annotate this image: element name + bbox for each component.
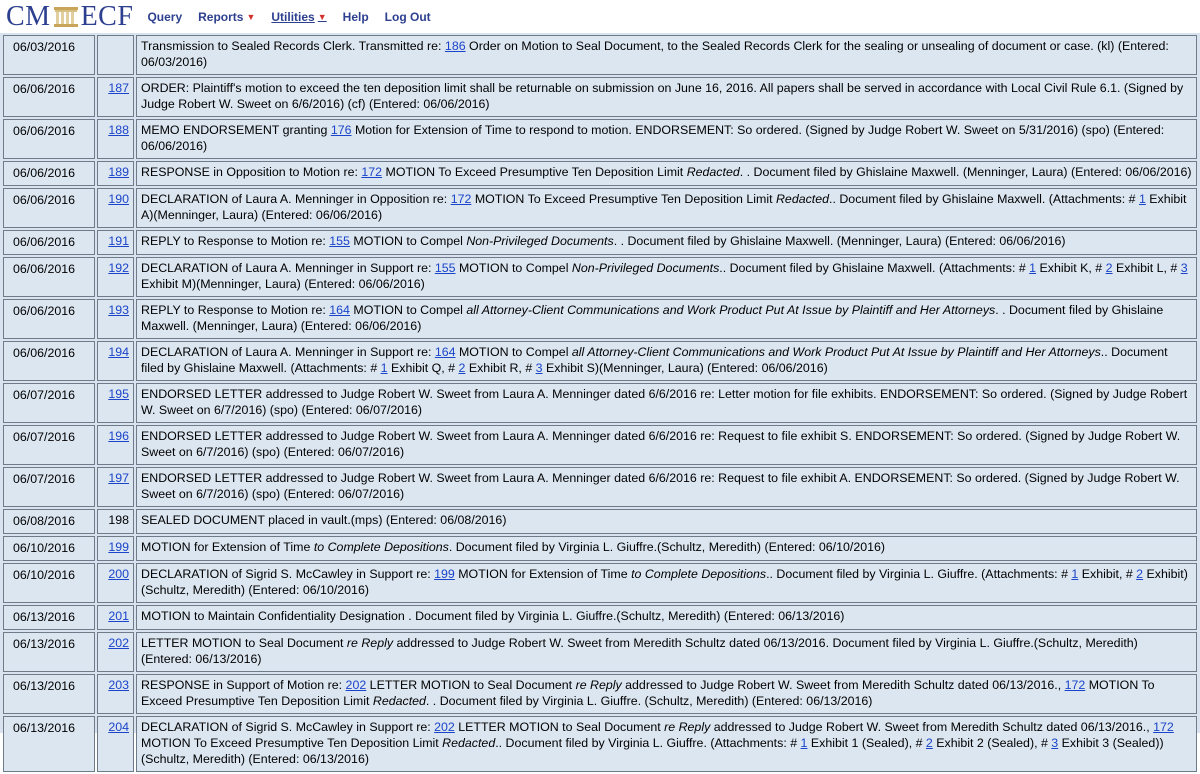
docket-text-segment: ENDORSED LETTER addressed to Judge Robert W. Sweet from Laura A. Menninger dated 6/6/2016 re: Letter motion for file exhibits. ENDORSEMENT: So ordered. (Signed by Judge Robert W. Sweet on 6/7/2016) (spo) (Entered: 06/07/2016) [141,387,1188,417]
document-link[interactable]: 1 [800,736,808,750]
document-link[interactable]: 202 [434,720,455,734]
docket-text-segment: Exhibit A)(Menninger, Laura) (Entered: 06/06/2016) [141,192,1187,222]
docket-text-segment: MOTION To Exceed Presumptive Ten Deposition Limit [382,165,687,179]
document-link[interactable]: 3 [1180,261,1188,275]
docket-text [136,605,1197,630]
docket-number-cell [97,605,134,630]
docket-number-cell [97,674,134,714]
docket-text [136,563,1197,603]
docket-text [136,716,1197,772]
docket-number: 198 [108,513,129,527]
docket-row [3,563,1197,603]
docket-row [3,119,1197,159]
docket-text [136,509,1197,534]
menu-label: Reports [198,9,244,24]
docket-number-link[interactable]: 192 [108,261,129,275]
docket-date: 06/13/2016 [3,674,95,714]
docket-text [136,536,1197,561]
italic-text: Redacted [372,694,426,708]
docket-row [3,536,1197,561]
docket-row [3,299,1197,339]
menu-label: Log Out [384,9,431,24]
docket-text-segment: RESPONSE in Support of Motion re: [141,678,346,692]
docket-text [136,674,1197,714]
docket-text [136,425,1197,465]
document-link[interactable]: 186 [444,39,466,53]
docket-text-segment: MOTION to Compel [349,234,467,248]
docket-text-segment: MOTION to Compel [455,345,572,359]
docket-number-link[interactable]: 202 [108,636,129,650]
docket-text-segment: MEMO ENDORSEMENT granting [141,123,331,137]
courthouse-icon [53,5,79,29]
docket-text-segment: .. Document filed by Virginia L. Giuffre. (Attachments: # [766,567,1072,581]
docket-text-segment: MOTION for Extension of Time [141,540,314,554]
docket-row [3,605,1197,630]
italic-text: all Attorney-Client Communications and Work Product Put At Issue by Plaintiff and Her Attorneys [466,303,996,317]
docket-number-link[interactable]: 189 [108,165,129,179]
docket-number-link[interactable]: 203 [108,678,129,692]
docket-date: 06/13/2016 [3,605,95,630]
docket-text-segment: Transmission to Sealed Records Clerk. Transmitted re: [141,39,445,53]
docket-text-segment: MOTION To Exceed Presumptive Ten Deposition Limit [471,192,776,206]
docket-text [136,161,1197,186]
document-link[interactable]: 202 [345,678,367,692]
docket-number-link[interactable]: 187 [108,81,129,95]
docket-row [3,716,1197,772]
document-link[interactable]: 199 [434,567,455,581]
menu-query[interactable] [147,10,182,24]
docket-text-segment: DECLARATION of Laura A. Menninger in Support re: [141,261,435,275]
docket-text-segment: Exhibit S)(Menninger, Laura) (Entered: 06/06/2016) [542,361,828,375]
italic-text: Redacted [775,192,830,206]
docket-date: 06/06/2016 [3,341,95,381]
docket-text [136,35,1197,75]
docket-text [136,230,1197,255]
docket-text-segment: Exhibit 3 (Sealed))(Schultz, Meredith) (Entered: 06/13/2016) [141,736,1164,766]
docket-number-link[interactable]: 204 [108,720,129,734]
document-link[interactable]: 2 [1136,567,1144,581]
menu-label: Utilities [271,9,315,24]
docket-number-link[interactable]: 199 [108,540,129,554]
document-link[interactable]: 176 [330,123,352,137]
docket-date: 06/06/2016 [3,161,95,186]
docket-text-segment: Exhibit 1 (Sealed), # [807,736,926,750]
docket-text [136,119,1197,159]
docket-number-link[interactable]: 193 [108,303,129,317]
document-link[interactable]: 2 [1105,261,1113,275]
docket-text-segment: addressed to Judge Robert W. Sweet from Meredith Schultz dated 06/13/2016., [710,720,1154,734]
italic-text: all Attorney-Client Communications and Work Product Put At Issue by Plaintiff and Her Attorneys [571,345,1101,359]
docket-row [3,509,1197,534]
docket-text-segment: MOTION to Maintain Confidentiality Designation . Document filed by Virginia L. Giuffre.(Schultz, Meredith) (Entered: 06/13/2016) [141,609,845,623]
docket-text-segment: . . Document filed by Ghislaine Maxwell. (Menninger, Laura) (Entered: 06/06/2016) [739,165,1192,179]
docket-text-segment: DECLARATION of Laura A. Menninger in Support re: [141,345,435,359]
logo-text-left: CM [6,0,51,32]
docket-text-segment: .. Document filed by Ghislaine Maxwell. (Attachments: # [829,192,1139,206]
docket-number-link[interactable]: 194 [108,345,129,359]
docket-text-segment: .. Document filed by Ghislaine Maxwell. (Attachments: # [719,261,1030,275]
document-link[interactable]: 172 [450,192,472,206]
docket-date: 06/06/2016 [3,299,95,339]
main-menu [147,10,446,24]
docket-date: 06/06/2016 [3,230,95,255]
italic-text: to Complete Depositions [631,567,767,581]
docket-number-link[interactable]: 195 [108,387,129,401]
docket-text-segment: ORDER: Plaintiff's motion to exceed the ten deposition limit shall be returnable on submission on June 16, 2016. All papers shall be served in accordance with Local Civil Rule 6.1. (Signed by Judge Robert W. Sweet on 6/6/2016) (cf) (Entered: 06/06/2016) [141,81,1184,111]
docket-date: 06/06/2016 [3,257,95,297]
docket-row [3,425,1197,465]
document-link[interactable]: 172 [1153,720,1174,734]
docket-text-segment: REPLY to Response to Motion re: [141,303,330,317]
docket-text-segment: Exhibit R, # [465,361,536,375]
italic-text: Non-Privileged Documents [466,234,614,248]
document-link[interactable]: 1 [1029,261,1037,275]
docket-number-cell [97,509,134,534]
docket-number-cell [97,35,134,75]
italic-text: re Reply [575,678,622,692]
docket-number-link[interactable]: 201 [108,609,129,623]
menu-log-out[interactable] [385,10,431,24]
italic-text: re Reply [664,720,711,734]
document-link[interactable]: 164 [329,303,350,317]
docket-number-cell [97,341,134,381]
document-link[interactable]: 1 [380,361,388,375]
docket-date: 06/06/2016 [3,77,95,117]
docket-number-cell [97,188,134,228]
menu-label: Help [342,9,369,24]
docket-date: 06/07/2016 [3,425,95,465]
docket-text-segment: Exhibit)(Schultz, Meredith) (Entered: 06/10/2016) [141,567,1188,597]
docket-row [3,341,1197,381]
docket-number-cell [97,467,134,507]
caret-down-icon: ▼ [317,11,327,22]
docket-date: 06/13/2016 [3,632,95,672]
docket-row [3,77,1197,117]
docket-text-segment: RESPONSE in Opposition to Motion re: [141,165,362,179]
docket-date: 06/03/2016 [3,35,95,75]
italic-text: Redacted [686,165,740,179]
docket-text-segment: LETTER MOTION to Seal Document [366,678,576,692]
menu-reports[interactable] [198,10,255,24]
docket-text-segment: . . Document filed by Virginia L. Giuffre. (Schultz, Meredith) (Entered: 06/13/2016) [425,694,873,708]
italic-text: Redacted [442,736,496,750]
docket-number-cell [97,563,134,603]
docket-row [3,35,1197,75]
docket-number-cell [97,632,134,672]
cmecf-logo[interactable] [6,0,134,32]
docket-text-segment: . Document filed by Virginia L. Giuffre.(Schultz, Meredith) (Entered: 06/10/2016) [448,540,886,554]
docket-text-segment: LETTER MOTION to Seal Document [454,720,665,734]
docket-text-segment: addressed to Judge Robert W. Sweet from Meredith Schultz dated 06/13/2016. Document filed by Virginia L. Giuffre.(Schultz, Meredith) (Entered: 06/13/2016) [141,636,1138,666]
docket-number-cell [97,425,134,465]
docket-text-segment: SEALED DOCUMENT placed in vault.(mps) (Entered: 06/08/2016) [141,513,507,527]
docket-text-segment: MOTION to Compel [349,303,467,317]
docket-text-segment: DECLARATION of Sigrid S. McCawley in Support re: [141,567,435,581]
docket-text-segment: MOTION To Exceed Presumptive Ten Deposition Limit [141,736,443,750]
italic-text: Non-Privileged Documents [571,261,720,275]
docket-text [136,383,1197,423]
document-link[interactable]: 155 [329,234,350,248]
docket-text-segment: Exhibit K, # [1036,261,1106,275]
document-link[interactable]: 172 [361,165,383,179]
menu-help[interactable] [343,10,369,24]
docket-text-segment: Exhibit Q, # [387,361,459,375]
docket-number-cell [97,536,134,561]
docket-text-segment: ENDORSED LETTER addressed to Judge Robert W. Sweet from Laura A. Menninger dated 6/6/2016 re: Request to file exhibit S. ENDORSEMENT: So ordered. (Signed by Judge Robert W. Sweet on 6/7/2016) (spo) (Entered: 06/07/2016) [141,429,1181,459]
docket-number-cell [97,299,134,339]
docket-text-segment: Exhibit L, # [1112,261,1181,275]
docket-row [3,383,1197,423]
docket-text [136,257,1197,297]
docket-date: 06/06/2016 [3,188,95,228]
document-link[interactable]: 164 [434,345,456,359]
docket-number-cell [97,257,134,297]
docket-text-segment: ENDORSED LETTER addressed to Judge Robert W. Sweet from Laura A. Menninger dated 6/6/2016 re: Request to file exhibit A. ENDORSEMENT: So ordered. (Signed by Judge Robert W. Sweet on 6/7/2016) (spo) (Entered: 06/07/2016) [141,471,1180,501]
menu-label: Query [147,9,183,24]
docket-text-segment: . . Document filed by Ghislaine Maxwell. (Menninger, Laura) (Entered: 06/06/2016) [613,234,1066,248]
document-link[interactable]: 172 [1064,678,1086,692]
docket-table-container [0,33,1200,766]
docket-number-cell [97,161,134,186]
document-link[interactable]: 3 [1051,736,1059,750]
italic-text: to Complete Depositions [313,540,449,554]
docket-text [136,299,1197,339]
docket-text [136,77,1197,117]
docket-date: 06/08/2016 [3,509,95,534]
docket-row [3,161,1197,186]
menu-utilities[interactable] [271,10,326,24]
docket-text-segment: MOTION To Exceed Presumptive Ten Deposition Limit [141,678,1155,708]
document-link[interactable]: 1 [1138,192,1146,206]
docket-number-cell [97,716,134,772]
italic-text: re Reply [346,636,394,650]
docket-text-segment: MOTION for Extension of Time [454,567,632,581]
docket-text [136,188,1197,228]
document-link[interactable]: 155 [434,261,456,275]
caret-down-icon: ▼ [246,11,256,22]
docket-number-cell [97,230,134,255]
docket-date: 06/07/2016 [3,467,95,507]
docket-date: 06/06/2016 [3,119,95,159]
document-link[interactable]: 1 [1071,567,1079,581]
docket-date: 06/07/2016 [3,383,95,423]
docket-number-link[interactable]: 190 [108,192,129,206]
docket-text-segment: Exhibit, # [1078,567,1137,581]
docket-number-link[interactable]: 188 [108,123,129,137]
docket-number-link[interactable]: 196 [108,429,129,443]
docket-number-link[interactable]: 191 [108,234,129,248]
document-link[interactable]: 2 [925,736,933,750]
docket-number-link[interactable]: 200 [108,567,129,581]
docket-text-segment: REPLY to Response to Motion re: [141,234,330,248]
docket-date: 06/10/2016 [3,563,95,603]
docket-text-segment: Exhibit M)(Menninger, Laura) (Entered: 06/06/2016) [141,277,425,291]
docket-text-segment: MOTION to Compel [455,261,572,275]
docket-row [3,188,1197,228]
docket-text-segment: LETTER MOTION to Seal Document [141,636,347,650]
docket-text [136,341,1197,381]
docket-text-segment: .. Document filed by Virginia L. Giuffre. (Attachments: # [495,736,801,750]
docket-row [3,230,1197,255]
docket-text-segment: addressed to Judge Robert W. Sweet from Meredith Schultz dated 06/13/2016., [621,678,1065,692]
docket-number-cell [97,119,134,159]
docket-date: 06/10/2016 [3,536,95,561]
docket-text-segment: DECLARATION of Laura A. Menninger in Opposition re: [141,192,451,206]
docket-text-segment: Order on Motion to Seal Document, to the Sealed Records Clerk for the sealing or unsealing of document or case. (kl) (Entered: 06/03/2016) [141,39,1169,69]
docket-row [3,467,1197,507]
docket-text [136,632,1197,672]
top-bar [0,0,1200,33]
docket-date: 06/13/2016 [3,716,95,772]
logo-text-right: ECF [80,0,134,32]
docket-number-cell [97,77,134,117]
docket-number-cell [97,383,134,423]
docket-text [136,467,1197,507]
docket-text-segment: Exhibit 2 (Sealed), # [932,736,1052,750]
docket-text-segment: Motion for Extension of Time to respond to motion. ENDORSEMENT: So ordered. (Signed by Judge Robert W. Sweet on 5/31/2016) (spo) (Entered: 06/06/2016) [141,123,1165,153]
docket-number-link[interactable]: 197 [108,471,129,485]
docket-text-segment: .. Document filed by Ghislaine Maxwell. (Attachments: # [141,345,1168,375]
document-link[interactable]: 2 [458,361,466,375]
docket-table [1,33,1199,774]
docket-text-segment: DECLARATION of Sigrid S. McCawley in Support re: [141,720,435,734]
docket-row [3,674,1197,714]
docket-row [3,257,1197,297]
document-link[interactable]: 3 [535,361,543,375]
docket-row [3,632,1197,672]
docket-text-segment: . . Document filed by Ghislaine Maxwell. (Menninger, Laura) (Entered: 06/06/2016) [141,303,1164,333]
